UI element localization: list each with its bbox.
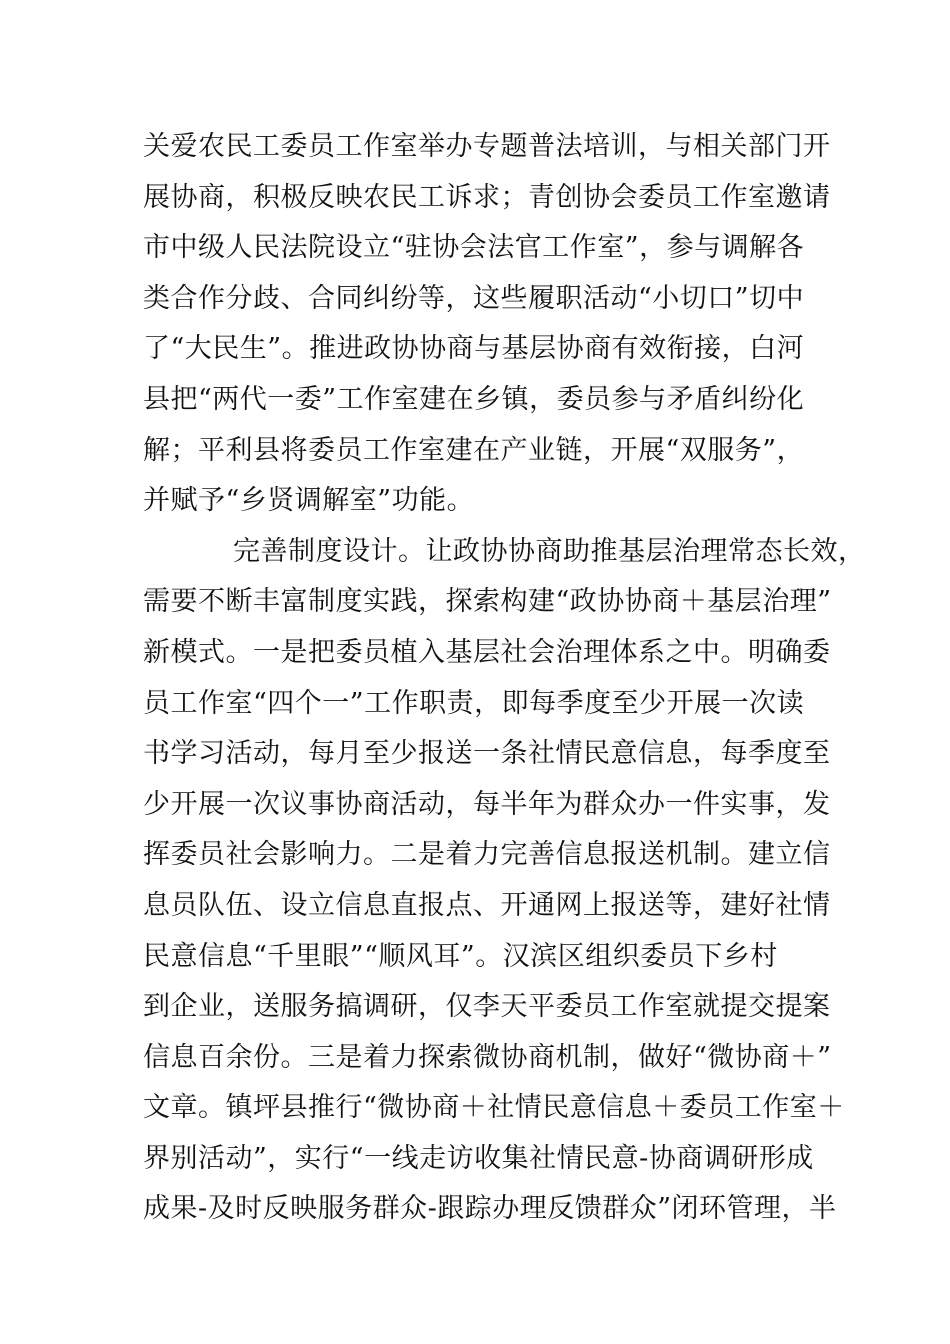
text-line: 员工作室“四个一”工作职责，即每季度至少开展一次读 — [143, 687, 805, 719]
text-line: 民意信息“千里眼”“顺风耳”。汉滨区组织委员下乡村 — [143, 940, 778, 972]
text-line: 关爱农民工委员工作室举办专题普法培训，与相关部门开 — [143, 131, 831, 162]
text-line: 书学习活动，每月至少报送一条社情民意信息，每季度至 — [143, 738, 831, 770]
body-text — [143, 122, 866, 1235]
text-line: 需要不断丰富制度实践，探索构建“政协协商＋基层治理” — [143, 586, 832, 618]
paragraph-first-line: 完善制度设计。让政协协商助推基层治理常态长效， — [233, 535, 866, 567]
text-line: 到企业，送服务搞调研，仅李天平委员工作室就提交提案 — [143, 991, 831, 1023]
text-line: 解；平利县将委员工作室建在产业链，开展“双服务”， — [143, 434, 805, 466]
text-line: 成果-及时反映服务群众-跟踪办理反馈群众”闭环管理，半 — [143, 1193, 837, 1225]
text-line: 县把“两代一委”工作室建在乡镇，委员参与矛盾纠纷化 — [143, 383, 805, 415]
text-line: 展协商，积极反映农民工诉求；青创协会委员工作室邀请 — [143, 181, 831, 213]
text-line: 新模式。一是把委员植入基层社会治理体系之中。明确委 — [143, 636, 831, 668]
text-line: 市中级人民法院设立“驻协会法官工作室”，参与调解各 — [143, 232, 805, 264]
text-line: 息员队伍、设立信息直报点、开通网上报送等，建好社情 — [143, 889, 831, 921]
text-line: 信息百余份。三是着力探索微协商机制，做好“微协商＋” — [143, 1041, 832, 1073]
text-line: 类合作分歧、合同纠纷等，这些履职活动“小切口”切中 — [143, 282, 805, 314]
text-line: 界别活动”，实行“一线走访收集社情民意-协商调研形成 — [143, 1142, 814, 1174]
text-line: 文章。镇坪县推行“微协商＋社情民意信息＋委员工作室＋ — [143, 1092, 845, 1124]
text-line: 并赋予“乡贤调解室”功能。 — [143, 485, 475, 517]
text-line: 少开展一次议事协商活动，每半年为群众办一件实事，发 — [143, 788, 831, 820]
text-line: 了“大民生”。推进政协协商与基层协商有效衔接，白河 — [143, 333, 805, 365]
text-line: 挥委员社会影响力。二是着力完善信息报送机制。建立信 — [143, 839, 831, 871]
